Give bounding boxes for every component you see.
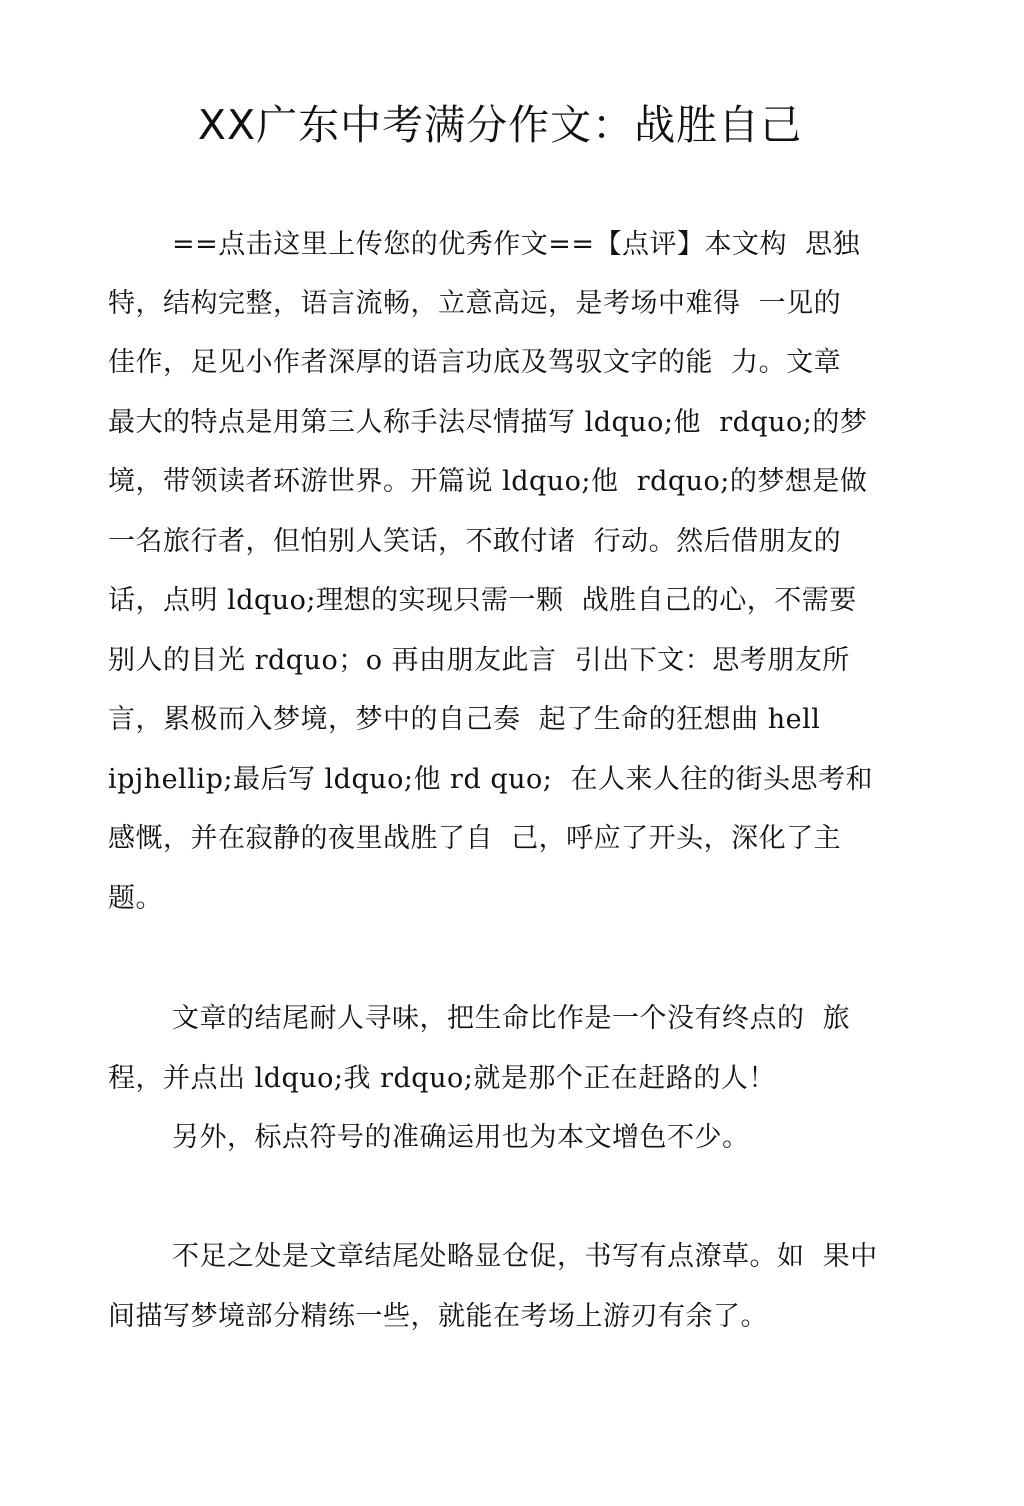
paragraph-1-line-8: 别人的目光 rdquo；o 再由朋友此言 引出下文：思考朋友所 (108, 645, 850, 676)
paragraph-1-line-10: ipjhellip;最后写 ldquo;他 rd quo; 在人来人往的街头思考和 (108, 764, 874, 795)
paragraph-1-line-5: 境，带领读者环游世界。开篇说 ldquo;他 rdquo;的梦想是做 (108, 466, 868, 497)
paragraph-4-line-2: 间描写梦境部分精练一些，就能在考场上游刃有余了。 (108, 1301, 768, 1332)
paragraph-1-line-1: ==点击这里上传您的优秀作文==【点评】本文构 思独 (172, 229, 861, 260)
paragraph-1-line-6: 一名旅行者，但怕别人笑话，不敢付诸 行动。然后借朋友的 (108, 526, 842, 557)
document-title: XX广东中考满分作文：战胜自己 (197, 101, 803, 149)
paragraph-2-line-1: 文章的结尾耐人寻味，把生命比作是一个没有终点的 旅 (172, 1003, 851, 1034)
paragraph-1-line-11: 感慨，并在寂静的夜里战胜了自 己，呼应了开头，深化了主 (108, 823, 842, 854)
paragraph-1-line-3: 佳作，足见小作者深厚的语言功底及驾驭文字的能 力。文章 (108, 347, 842, 378)
paragraph-1-line-2: 特，结构完整，语言流畅，立意高远，是考场中难得 一见的 (108, 288, 842, 319)
paragraph-1-line-12: 题。 (108, 883, 163, 914)
paragraph-1-line-9: 言，累极而入梦境，梦中的自己奏 起了生命的狂想曲 hell (108, 704, 821, 735)
paragraph-1-line-7: 话，点明 ldquo;理想的实现只需一颗 战胜自己的心，不需要 (108, 585, 857, 616)
paragraph-3-line-1: 另外，标点符号的准确运用也为本文增色不少。 (172, 1122, 750, 1153)
paragraph-1-line-4: 最大的特点是用第三人称手法尽情描写 ldquo;他 rdquo;的梦 (108, 407, 868, 438)
paragraph-4-line-1: 不足之处是文章结尾处略显仓促，书写有点潦草。如 果中 (172, 1241, 878, 1272)
paragraph-2-line-2: 程，并点出 ldquo;我 rdquo;就是那个正在赶路的人！ (108, 1063, 776, 1094)
